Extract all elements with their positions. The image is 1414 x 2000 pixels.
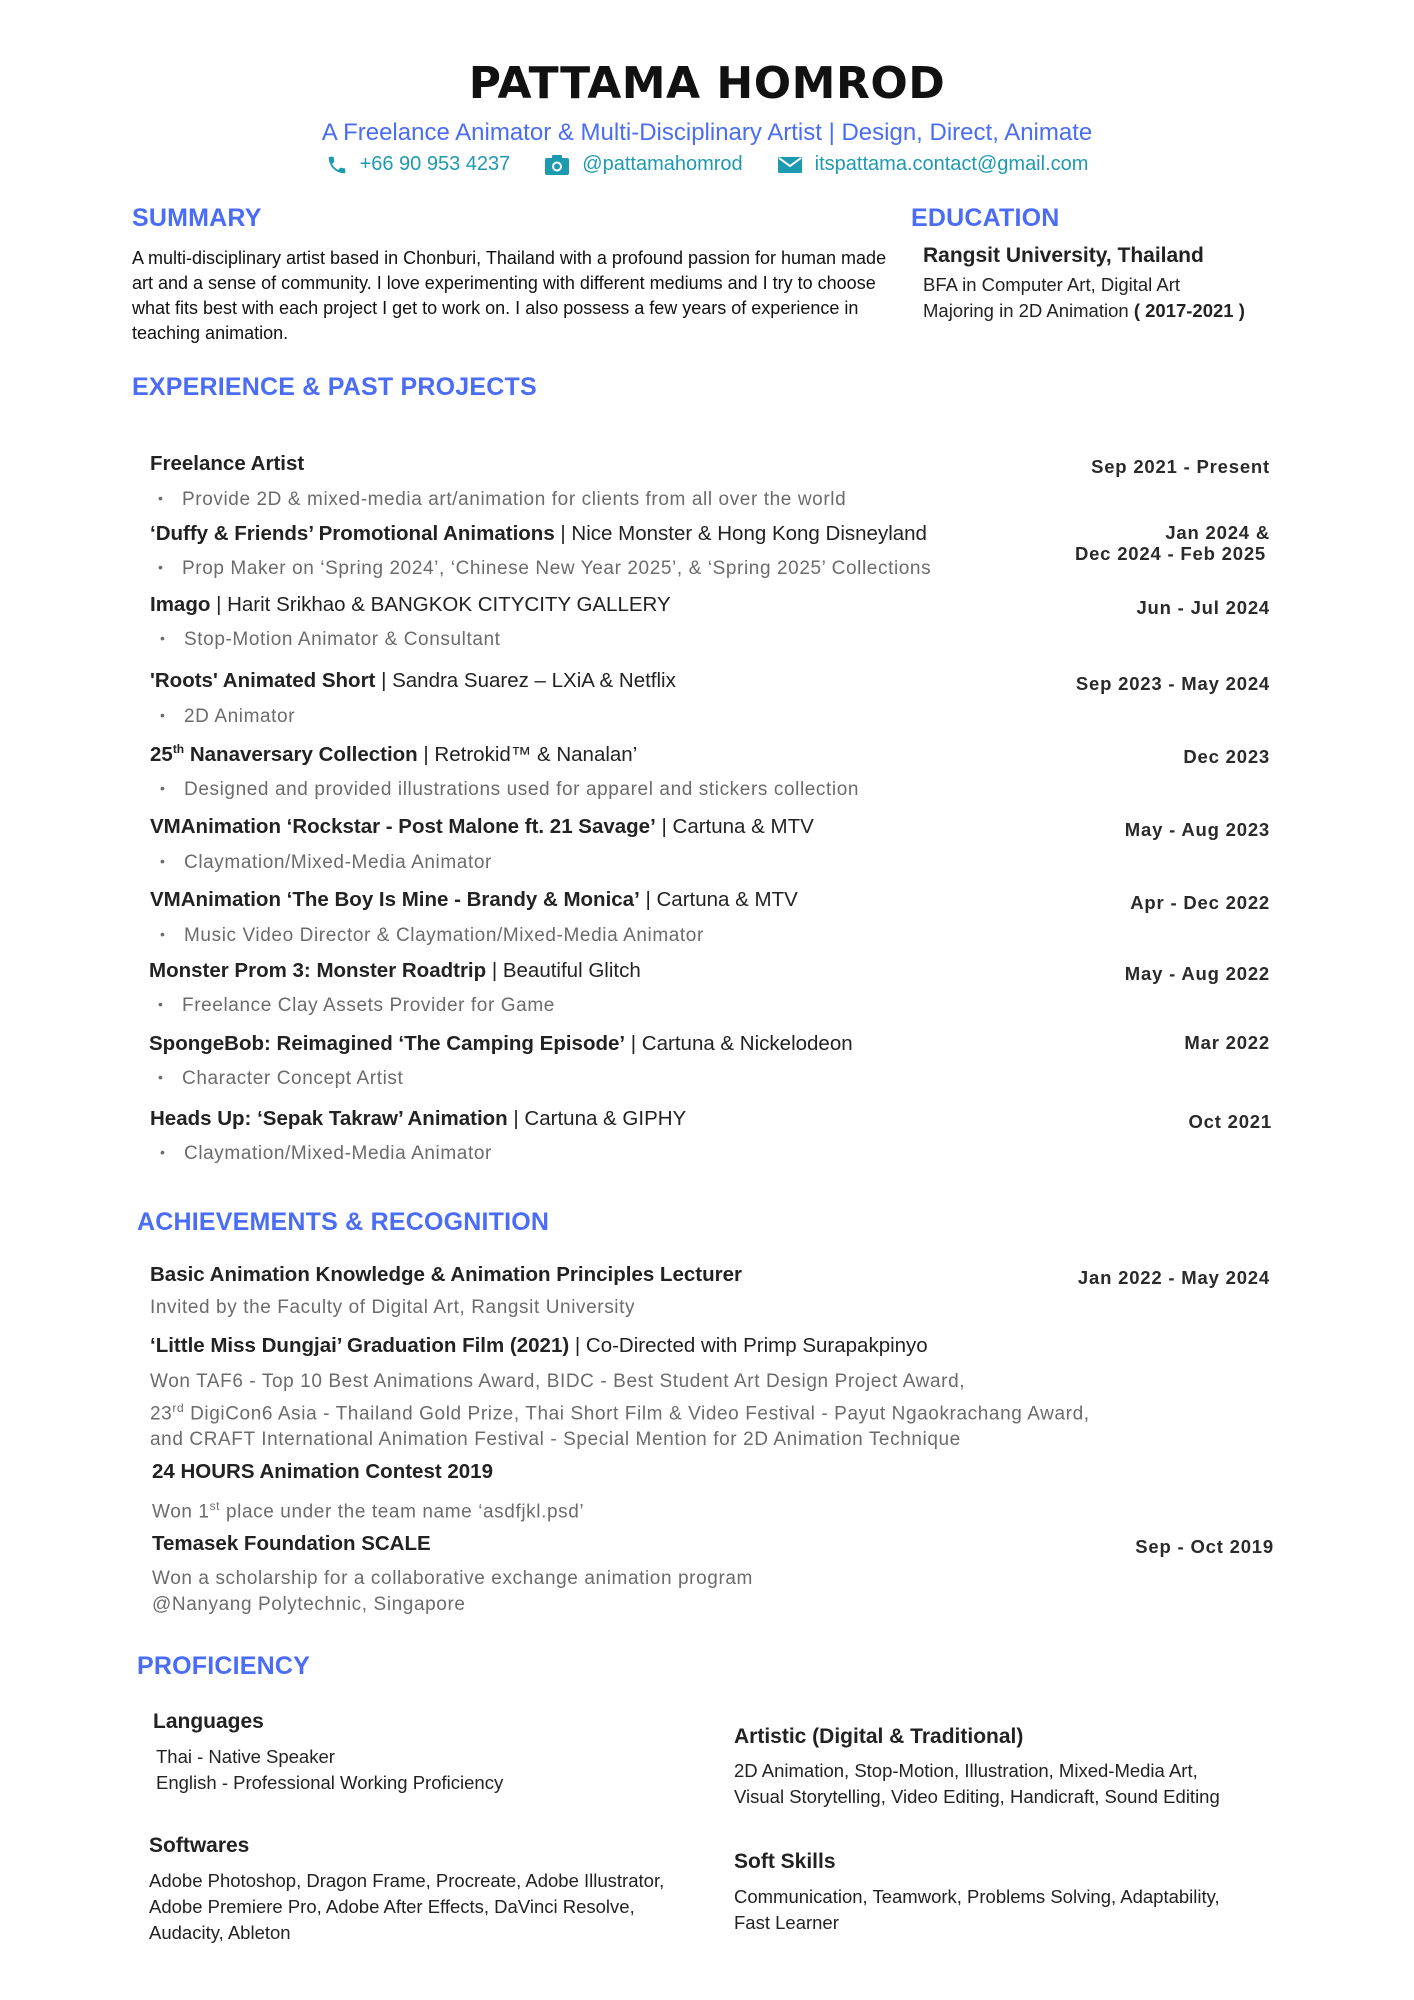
experience-item (150, 888, 1270, 918)
experience-bullet: • Designed and provided illustrations used for apparel and stickers collection (160, 779, 859, 801)
degree: BFA in Computer Art, Digital Art (923, 274, 1181, 295)
achievement-title: 24 HOURS Animation Contest 2019 (152, 1460, 493, 1483)
person-name: PATTAMA HOMROD (468, 58, 946, 109)
experience-title: Freelance Artist (150, 452, 305, 475)
resume-header (0, 58, 1414, 176)
artistic-heading: Artistic (Digital & Traditional) (734, 1725, 1024, 1748)
camera-icon (544, 154, 570, 176)
experience-item (150, 593, 1270, 623)
achievement-date: Jan 2022 - May 2024 (1077, 1267, 1270, 1288)
experience-item (150, 452, 1270, 482)
mail-icon (777, 156, 803, 174)
experience-item (149, 959, 1270, 989)
experience-date: May - Aug 2023 (1124, 819, 1270, 840)
achievement-date: Sep - Oct 2019 (1135, 1536, 1274, 1557)
experience-bullet: • Music Video Director & Claymation/Mixed-Media Animator (160, 925, 704, 947)
achievement-item (152, 1460, 1270, 1490)
experience-heading: EXPERIENCE & PAST PROJECTS (132, 373, 537, 401)
experience-date: Dec 2023 (1183, 746, 1270, 767)
softwares-list: Adobe Photoshop, Dragon Frame, Procreate, Adobe Illustrator, Adobe Premiere Pro, Adobe After Effects, DaVinci Resolve, Audacity, Ableton (149, 1870, 665, 1943)
education-years: ( 2017-2021 ) (1133, 300, 1245, 321)
major: Majoring in 2D Animation (923, 300, 1129, 321)
experience-title: VMAnimation ‘Rockstar - Post Malone ft. 21 Savage’ | Cartuna & MTV (150, 815, 814, 838)
achievement-title: ‘Little Miss Dungjai’ Graduation Film (2021) | Co-Directed with Primp Surapakpinyo (150, 1334, 928, 1357)
experience-date: Mar 2022 (1184, 1032, 1270, 1053)
email-address: itspattama.contact@gmail.com (814, 153, 1089, 175)
experience-date: Jun - Jul 2024 (1136, 597, 1270, 618)
achievement-description: Invited by the Faculty of Digital Art, Rangsit University (150, 1297, 636, 1318)
soft-skills-heading: Soft Skills (734, 1850, 836, 1873)
summary-text: A multi-disciplinary artist based in Chonburi, Thailand with a profound passion for human made art and a sense of community. I love experimenting with different mediums and I try to choose what fits best with each project I get to work on. I also possess a few years of experience in teaching animation. (132, 248, 887, 343)
achievement-item (150, 1334, 1270, 1364)
contact-email[interactable] (777, 153, 1089, 176)
experience-bullet: • Claymation/Mixed-Media Animator (160, 852, 492, 874)
achievement-item (152, 1532, 1274, 1562)
experience-bullet: • Stop-Motion Animator & Consultant (160, 629, 501, 651)
school-name: Rangsit University, Thailand (923, 244, 1204, 267)
experience-item (150, 1107, 1270, 1137)
languages-heading: Languages (153, 1710, 264, 1733)
achievement-title: Basic Animation Knowledge & Animation Principles Lecturer (150, 1263, 742, 1286)
experience-item (149, 1032, 1270, 1062)
phone-number: +66 90 953 4237 (359, 153, 511, 175)
summary-heading: SUMMARY (132, 204, 262, 232)
experience-date: Oct 2021 (1188, 1111, 1272, 1132)
proficiency-heading: PROFICIENCY (137, 1652, 311, 1680)
instagram-handle: @pattamahomrod (582, 153, 743, 175)
experience-title: 'Roots' Animated Short | Sandra Suarez – LXiA & Netflix (150, 669, 676, 692)
education-heading: EDUCATION (911, 204, 1060, 232)
phone-icon (326, 154, 348, 176)
experience-item (150, 522, 1270, 564)
experience-bullet: • Provide 2D & mixed-media art/animation for clients from all over the world (158, 489, 846, 511)
experience-date: Jan 2024 & Dec 2024 - Feb 2025 (1074, 522, 1270, 564)
experience-bullet: • Freelance Clay Assets Provider for Game (158, 995, 555, 1017)
experience-title: Monster Prom 3: Monster Roadtrip | Beautiful Glitch (149, 959, 641, 982)
achievement-description: Won a scholarship for a collaborative exchange animation program @Nanyang Polytechnic, Singapore (152, 1568, 753, 1615)
achievement-title: Temasek Foundation SCALE (152, 1532, 431, 1555)
softwares-heading: Softwares (149, 1834, 250, 1857)
experience-date: Apr - Dec 2022 (1130, 892, 1270, 913)
experience-item (150, 742, 1270, 772)
experience-title: Imago | Harit Srikhao & BANGKOK CITYCITY GALLERY (150, 593, 671, 616)
experience-bullet: • Prop Maker on ‘Spring 2024’, ‘Chinese New Year 2025’, & ‘Spring 2025’ Collections (158, 558, 931, 580)
achievements-heading: ACHIEVEMENTS & RECOGNITION (137, 1208, 550, 1236)
artistic-list: 2D Animation, Stop-Motion, Illustration, Mixed-Media Art, Visual Storytelling, Video Editing, Handicraft, Sound Editing (734, 1760, 1220, 1807)
languages-list: Thai - Native Speaker English - Professional Working Proficiency (156, 1746, 504, 1793)
achievement-description: Won 1st place under the team name ‘asdfjkl.psd’ (152, 1499, 585, 1523)
achievement-description: Won TAF6 - Top 10 Best Animations Award, BIDC - Best Student Art Design Project Award, 23rd DigiCon6 Asia - Thailand Gold Prize, Thai Short Film & Video Festival - Payut Ngaokrachang Award, and CRAFT International Animation Festival - Special Mention for 2D Animation Technique (150, 1371, 1090, 1451)
tagline: A Freelance Animator & Multi-Disciplinary Artist | Design, Direct, Animate (321, 119, 1093, 146)
experience-bullet: • 2D Animator (160, 706, 295, 728)
education-block (923, 244, 1363, 324)
major-line (923, 298, 1363, 324)
soft-skills-list: Communication, Teamwork, Problems Solving, Adaptability, Fast Learner (734, 1886, 1220, 1933)
experience-title: SpongeBob: Reimagined ‘The Camping Episode’ | Cartuna & Nickelodeon (149, 1032, 853, 1055)
experience-date: May - Aug 2022 (1124, 963, 1270, 984)
experience-bullet: • Character Concept Artist (158, 1068, 403, 1090)
experience-title: Heads Up: ‘Sepak Takraw’ Animation | Cartuna & GIPHY (150, 1107, 687, 1130)
experience-date: Sep 2023 - May 2024 (1075, 673, 1270, 694)
contact-phone[interactable] (326, 153, 511, 176)
experience-title: VMAnimation ‘The Boy Is Mine - Brandy & Monica’ | Cartuna & MTV (150, 888, 798, 911)
achievement-item (150, 1263, 1270, 1293)
experience-bullet: • Claymation/Mixed-Media Animator (160, 1143, 492, 1165)
experience-item (150, 815, 1270, 845)
experience-date: Sep 2021 - Present (1091, 456, 1270, 477)
experience-title: 25th Nanaversary Collection | Retrokid™ & Nanalan’ (150, 742, 638, 766)
experience-item (150, 669, 1270, 699)
contact-instagram[interactable] (544, 153, 742, 176)
experience-title: ‘Duffy & Friends’ Promotional Animations | Nice Monster & Hong Kong Disneyland (150, 522, 927, 545)
contact-bar (0, 153, 1414, 176)
